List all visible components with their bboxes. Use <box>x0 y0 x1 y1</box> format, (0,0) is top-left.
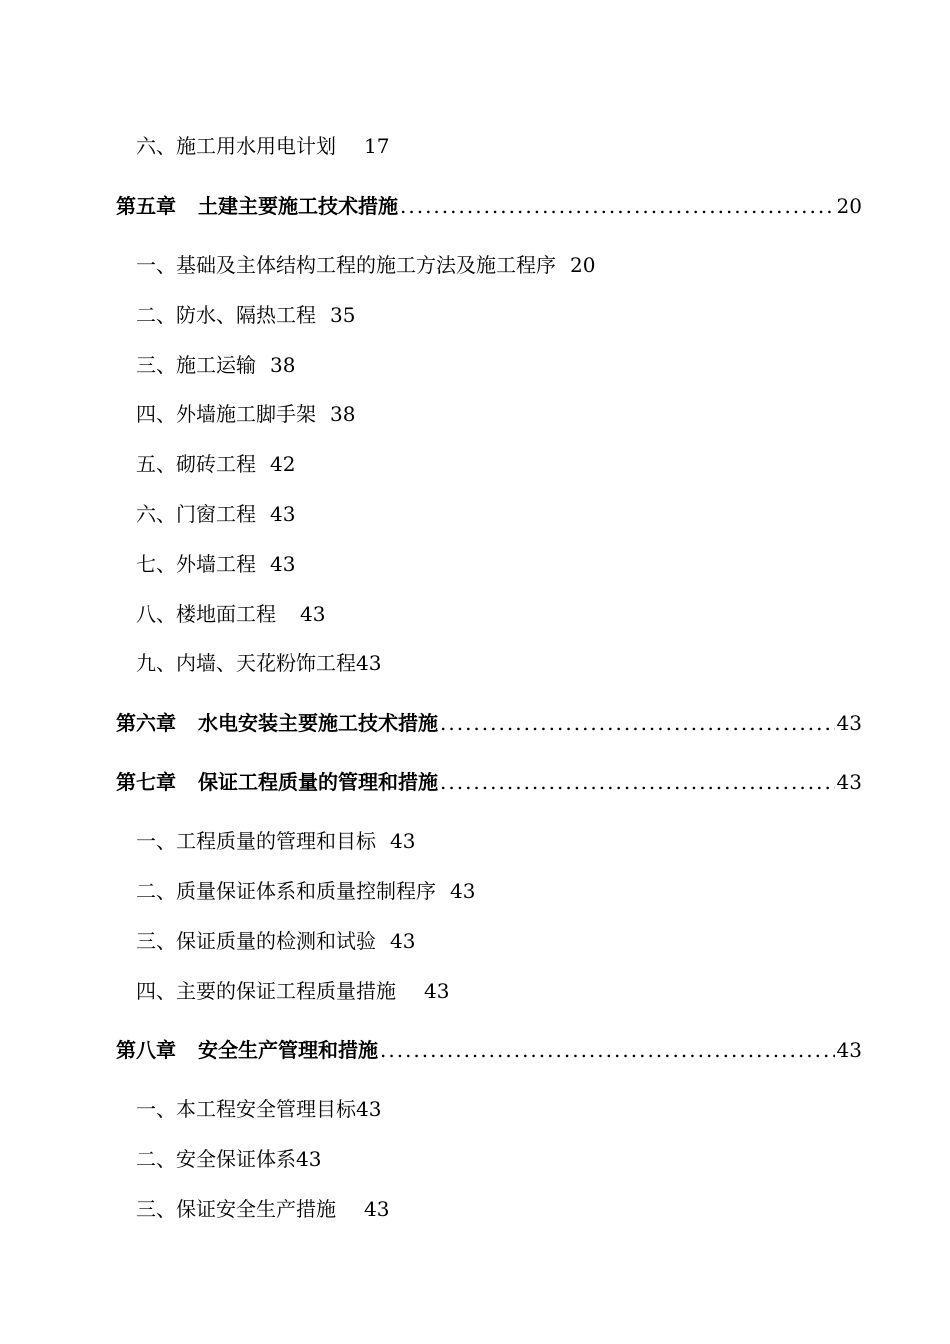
section-title: 三、施工运输 <box>136 353 256 377</box>
toc-section-entry[interactable] <box>136 1094 950 1124</box>
page-number: 43 <box>270 502 296 526</box>
toc-section-entry[interactable] <box>136 876 950 906</box>
page-number: 43 <box>836 711 862 735</box>
page-number: 20 <box>836 194 862 218</box>
toc-section-entry[interactable] <box>136 648 950 678</box>
page-number: 43 <box>356 651 382 675</box>
section-title: 一、基础及主体结构工程的施工方法及施工程序 <box>136 253 556 277</box>
section-title: 二、防水、隔热工程 <box>136 303 316 327</box>
section-title: 一、工程质量的管理和目标 <box>136 829 376 853</box>
toc-section-entry[interactable] <box>136 300 950 330</box>
chapter-number: 第八章 <box>116 1038 176 1062</box>
toc-section-entry[interactable] <box>136 499 950 529</box>
dot-leader <box>440 708 835 738</box>
toc-section-entry[interactable] <box>136 449 950 479</box>
page-number: 43 <box>836 770 862 794</box>
toc-section-entry[interactable] <box>136 549 950 579</box>
section-title: 三、保证质量的检测和试验 <box>136 929 376 953</box>
section-title: 一、本工程安全管理目标 <box>136 1097 356 1121</box>
page-number: 43 <box>356 1097 382 1121</box>
page-number: 43 <box>364 1197 390 1221</box>
section-title: 三、保证安全生产措施 <box>136 1197 336 1221</box>
toc-section-entry[interactable] <box>136 1194 950 1224</box>
page-number: 43 <box>836 1038 862 1062</box>
dot-leader <box>440 767 835 797</box>
chapter-number: 第七章 <box>116 770 176 794</box>
dot-leader <box>400 191 835 221</box>
page-number: 42 <box>270 452 296 476</box>
toc-section-entry[interactable] <box>136 250 950 280</box>
chapter-number: 第六章 <box>116 711 176 735</box>
page-number: 43 <box>270 552 296 576</box>
page-number: 17 <box>364 134 390 158</box>
page-number: 38 <box>330 402 356 426</box>
page-number: 43 <box>450 879 476 903</box>
page-number: 38 <box>270 353 296 377</box>
section-title: 六、施工用水用电计划 <box>136 134 336 158</box>
page-number: 43 <box>300 602 326 626</box>
section-title: 四、外墙施工脚手架 <box>136 402 316 426</box>
toc-section-entry[interactable] <box>136 1144 950 1174</box>
page-number: 43 <box>296 1147 322 1171</box>
section-title: 九、内墙、天花粉饰工程 <box>136 651 356 675</box>
dot-leader <box>380 1035 835 1065</box>
section-title: 七、外墙工程 <box>136 552 256 576</box>
page-number: 20 <box>570 253 596 277</box>
toc-section-entry[interactable] <box>136 350 950 380</box>
toc-chapter-entry[interactable] <box>116 708 862 738</box>
page-number: 35 <box>330 303 356 327</box>
toc-chapter-entry[interactable] <box>116 191 862 221</box>
toc-section-entry[interactable] <box>136 399 950 429</box>
chapter-title: 保证工程质量的管理和措施 <box>198 770 438 794</box>
chapter-title: 水电安装主要施工技术措施 <box>198 711 438 735</box>
toc-section-entry[interactable] <box>136 131 950 161</box>
toc-section-entry[interactable] <box>136 926 950 956</box>
section-title: 五、砌砖工程 <box>136 452 256 476</box>
page-number: 43 <box>424 979 450 1003</box>
toc-section-entry[interactable] <box>136 826 950 856</box>
toc-chapter-entry[interactable] <box>116 767 862 797</box>
section-title: 二、质量保证体系和质量控制程序 <box>136 879 436 903</box>
section-title: 二、安全保证体系 <box>136 1147 296 1171</box>
page-number: 43 <box>390 929 416 953</box>
chapter-title: 土建主要施工技术措施 <box>198 194 398 218</box>
section-title: 六、门窗工程 <box>136 502 256 526</box>
chapter-number: 第五章 <box>116 194 176 218</box>
page-number: 43 <box>390 829 416 853</box>
section-title: 四、主要的保证工程质量措施 <box>136 979 396 1003</box>
toc-section-entry[interactable] <box>136 976 950 1006</box>
section-title: 八、楼地面工程 <box>136 602 276 626</box>
toc-section-entry[interactable] <box>136 599 950 629</box>
toc-chapter-entry[interactable] <box>116 1035 862 1065</box>
chapter-title: 安全生产管理和措施 <box>198 1038 378 1062</box>
